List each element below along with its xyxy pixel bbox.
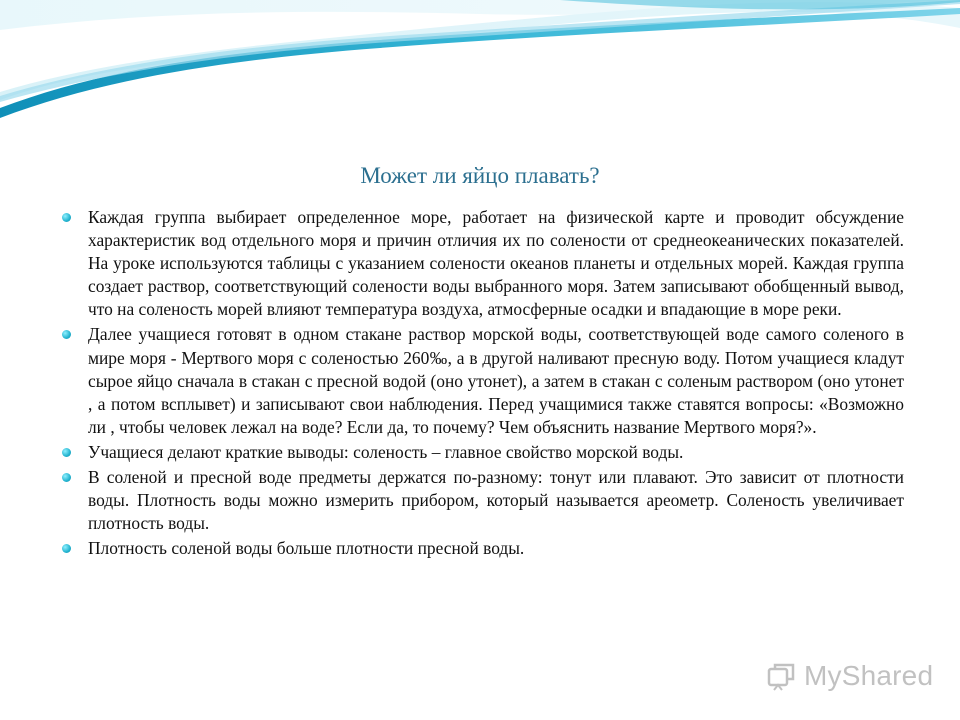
- header-wave-decoration: [0, 0, 960, 120]
- list-item-text: Учащиеся делают краткие выводы: соленость – главное свойство морской воды.: [88, 441, 684, 462]
- list-item-text: Каждая группа выбирает определенное море, работает на физической карте и проводит обсуждение характеристик вод отдельного моря и причин отличия их по солености от среднеокеанических показателей. На уроке используются таблицы с указанием солености океанов планеты и отдельных морей. Каждая группа создает раствор, соответствующий солености воды выбранного моря. Затем записывают обобщенный вывод, что на соленость морей влияют температура воздуха, атмосферные осадки и впадающие в море реки.: [88, 207, 904, 320]
- myshared-logo-icon: [766, 659, 800, 693]
- bullet-list: [60, 206, 904, 562]
- bullet-icon: [62, 330, 71, 339]
- list-item-text: В соленой и пресной воде предметы держатся по-разному: тонут или плавают. Это зависит от плотности воды. Плотность воды можно измерить прибором, который называется ареометр. Соленость увеличивает плотность воды.: [88, 467, 904, 534]
- list-item: [60, 441, 904, 464]
- bullet-icon: [62, 213, 71, 222]
- bullet-icon: [62, 544, 71, 553]
- bullet-icon: [62, 448, 71, 457]
- list-item: [60, 466, 904, 535]
- slide-title: Может ли яйцо плавать?: [360, 163, 600, 188]
- myshared-watermark: [766, 656, 933, 696]
- list-item: [60, 323, 904, 438]
- watermark-text: MyShared: [804, 660, 934, 691]
- list-item: [60, 537, 904, 560]
- list-item: [60, 206, 904, 321]
- list-item-text: Плотность соленой воды больше плотности пресной воды.: [88, 538, 525, 559]
- bullet-icon: [62, 473, 71, 482]
- list-item-text: Далее учащиеся готовят в одном стакане раствор морской воды, соответствующей воде самого соленого в мире моря - Мертвого моря с соленостью 260‰, а в другой наливают пресную воду. Потом учащиеся кладут сырое яйцо сначала в стакан с пресной водой (оно утонет), а затем в стакан с соленым раствором (оно утонет , а потом всплывет) и записывают свои наблюдения. Перед учащимися также ставятся вопросы: «Возможно ли , чтобы человек лежал на воде? Если да, то почему? Чем объяснить название Мертвого моря?».: [88, 324, 904, 437]
